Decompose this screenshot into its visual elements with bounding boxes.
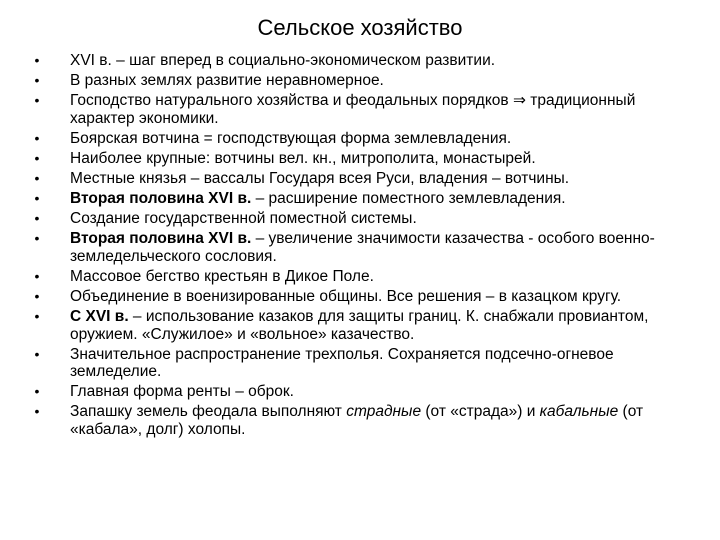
list-item-text: В разных землях развитие неравномерное.	[70, 72, 384, 90]
list-item	[30, 72, 680, 90]
bullet-icon: •	[34, 287, 40, 304]
list-item-bold-text: С XVI в.	[70, 308, 129, 326]
list-item	[30, 170, 680, 188]
list-item	[30, 52, 680, 70]
list-item-text: Господство натурального хозяйства и феодальных порядков ⇒ традиционный характер экономики.	[70, 92, 636, 127]
list-item-text: Запашку земель феодала выполняют	[70, 403, 347, 421]
list-item-italic-text: страдные	[346, 403, 422, 421]
bullet-icon: •	[34, 169, 40, 186]
list-item	[30, 383, 680, 401]
list-item	[30, 150, 680, 168]
slide-title: Сельское хозяйство	[257, 15, 463, 40]
bullet-icon: •	[34, 52, 40, 68]
list-item-text: Местные князья – вассалы Государя всея Руси, владения – вотчины.	[70, 169, 570, 187]
list-item	[30, 346, 680, 381]
list-item	[30, 268, 680, 286]
list-item-text: XVI в. – шаг вперед в социально-экономическом развитии.	[70, 52, 496, 69]
bullet-icon: •	[34, 267, 40, 284]
list-item	[30, 230, 680, 265]
bullet-icon: •	[34, 230, 40, 247]
list-item-bold-text: Вторая половина XVI в.	[70, 230, 252, 248]
list-item	[30, 190, 680, 208]
list-item-italic-text: кабальные	[539, 403, 619, 421]
list-item-text: Массовое бегство крестьян в Дикое Поле.	[70, 267, 374, 285]
list-item-text: Главная форма ренты – оброк.	[70, 383, 294, 401]
bullet-icon: •	[34, 92, 40, 109]
list-item-text: (от «страда») и	[421, 403, 540, 421]
list-item-bold-text: Вторая половина XVI в.	[70, 190, 252, 208]
list-item-text: Создание государственной поместной системы.	[70, 210, 417, 228]
bullet-icon: •	[34, 190, 40, 207]
bullet-icon: •	[34, 308, 40, 325]
bullet-icon: •	[34, 383, 40, 400]
list-item	[30, 210, 680, 228]
list-item	[30, 288, 680, 306]
bullet-list	[30, 52, 680, 441]
list-item	[30, 92, 680, 127]
list-item-text: (от «кабала», долг) холопы.	[70, 403, 644, 438]
list-item-text: Наиболее крупные: вотчины вел. кн., митрополита, монастырей.	[70, 149, 536, 167]
list-item	[30, 403, 680, 438]
bullet-icon: •	[34, 129, 40, 146]
list-item	[30, 308, 680, 343]
bullet-icon: •	[34, 210, 40, 227]
list-item-text: Объединение в военизированные общины. Все решения – в казацком кругу.	[70, 287, 622, 305]
list-item-text: Значительное распространение трехполья. Сохраняется подсечно-огневое земледелие.	[70, 345, 614, 381]
bullet-icon: •	[34, 403, 40, 420]
bullet-icon: •	[34, 149, 40, 166]
bullet-icon: •	[34, 72, 40, 89]
list-item-text: Боярская вотчина = господствующая форма землевладения.	[70, 129, 512, 147]
list-item-text: – расширение поместного землевладения.	[251, 190, 566, 208]
list-item-text: – использование казаков для защиты границ. К. снабжали провиантом, оружием. «Служилое» и «вольное» казачество.	[70, 308, 649, 343]
bullet-icon: •	[34, 345, 40, 362]
list-item	[30, 130, 680, 148]
list-item-text: – увеличение значимости казачества - особого военно-земледельческого сословия.	[70, 230, 655, 265]
